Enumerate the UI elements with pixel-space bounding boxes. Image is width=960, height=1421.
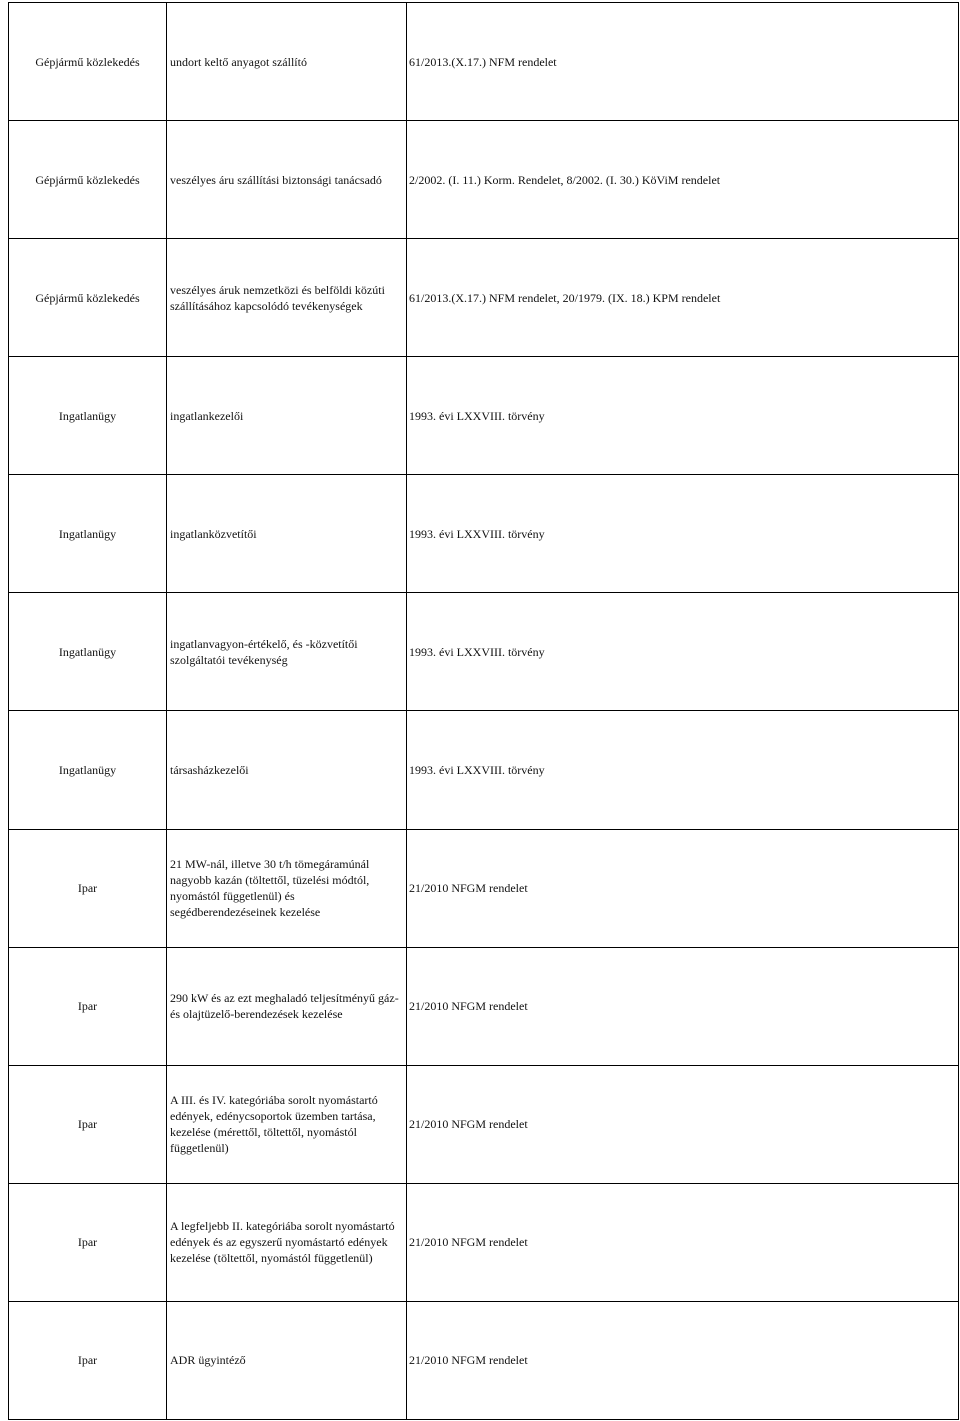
activity-cell: A III. és IV. kategóriába sorolt nyomástartó edények, edénycsoportok üzemben tartása, kezelése (mérettől, töltettől, nyomástól függetlenül): [167, 1065, 407, 1183]
law-cell: 21/2010 NFGM rendelet: [407, 947, 959, 1065]
table-row: [9, 3, 959, 121]
activity-cell: 290 kW és az ezt meghaladó teljesítményű gáz- és olajtüzelő-berendezések kezelése: [167, 947, 407, 1065]
law-cell: 1993. évi LXXVIII. törvény: [407, 475, 959, 593]
qualification-table: [8, 2, 959, 1420]
activity-cell: veszélyes áru szállítási biztonsági tanácsadó: [167, 121, 407, 239]
domain-cell: Ipar: [9, 1065, 167, 1183]
table-row: [9, 357, 959, 475]
table-row: [9, 1301, 959, 1419]
table-row: [9, 947, 959, 1065]
law-cell: 1993. évi LXXVIII. törvény: [407, 711, 959, 829]
table-row: [9, 475, 959, 593]
domain-cell: Ipar: [9, 1183, 167, 1301]
activity-cell: ingatlanvagyon-értékelő, és -közvetítői szolgáltatói tevékenység: [167, 593, 407, 711]
domain-cell: Ipar: [9, 1301, 167, 1419]
activity-cell: ingatlanközvetítői: [167, 475, 407, 593]
table-row: [9, 711, 959, 829]
domain-cell: Ipar: [9, 829, 167, 947]
table-body: [9, 3, 959, 1420]
law-cell: 21/2010 NFGM rendelet: [407, 829, 959, 947]
table-row: [9, 239, 959, 357]
activity-cell: ADR ügyintéző: [167, 1301, 407, 1419]
activity-cell: veszélyes áruk nemzetközi és belföldi közúti szállításához kapcsolódó tevékenységek: [167, 239, 407, 357]
table-row: [9, 1065, 959, 1183]
activity-cell: ingatlankezelői: [167, 357, 407, 475]
domain-cell: Ingatlanügy: [9, 593, 167, 711]
law-cell: 1993. évi LXXVIII. törvény: [407, 357, 959, 475]
domain-cell: Ipar: [9, 947, 167, 1065]
activity-cell: 21 MW-nál, illetve 30 t/h tömegáramúnál nagyobb kazán (töltettől, tüzelési módtól, nyomástól függetlenül) és segédberendezéseinek kezelése: [167, 829, 407, 947]
domain-cell: Ingatlanügy: [9, 711, 167, 829]
activity-cell: A legfeljebb II. kategóriába sorolt nyomástartó edények és az egyszerű nyomástartó edények kezelése (töltettől, nyomástól függetlenül): [167, 1183, 407, 1301]
activity-cell: társasházkezelői: [167, 711, 407, 829]
table-row: [9, 121, 959, 239]
table-row: [9, 829, 959, 947]
domain-cell: Gépjármű közlekedés: [9, 239, 167, 357]
law-cell: 21/2010 NFGM rendelet: [407, 1183, 959, 1301]
law-cell: 21/2010 NFGM rendelet: [407, 1301, 959, 1419]
table-row: [9, 593, 959, 711]
domain-cell: Gépjármű közlekedés: [9, 121, 167, 239]
law-cell: 61/2013.(X.17.) NFM rendelet: [407, 3, 959, 121]
law-cell: 2/2002. (I. 11.) Korm. Rendelet, 8/2002. (I. 30.) KöViM rendelet: [407, 121, 959, 239]
law-cell: 1993. évi LXXVIII. törvény: [407, 593, 959, 711]
domain-cell: Gépjármű közlekedés: [9, 3, 167, 121]
table-row: [9, 1183, 959, 1301]
law-cell: 61/2013.(X.17.) NFM rendelet, 20/1979. (IX. 18.) KPM rendelet: [407, 239, 959, 357]
domain-cell: Ingatlanügy: [9, 357, 167, 475]
law-cell: 21/2010 NFGM rendelet: [407, 1065, 959, 1183]
activity-cell: undort keltő anyagot szállító: [167, 3, 407, 121]
domain-cell: Ingatlanügy: [9, 475, 167, 593]
